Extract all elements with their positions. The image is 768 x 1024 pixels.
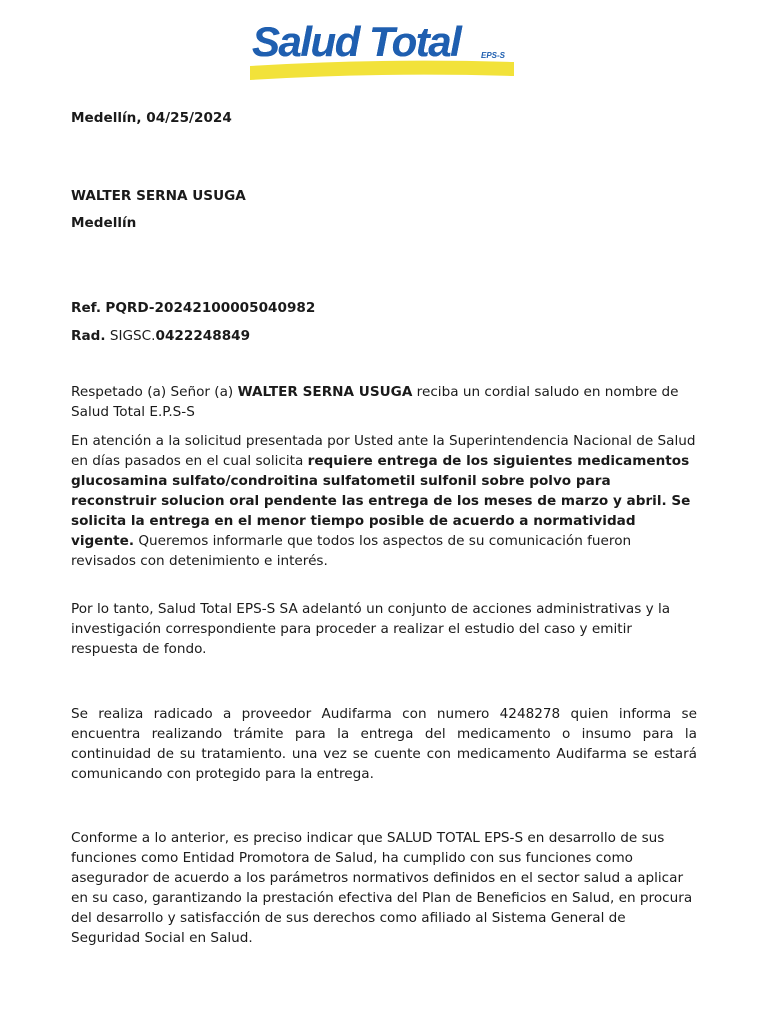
- recipient-name: WALTER SERNA USUGA: [71, 188, 246, 204]
- attention-paragraph: [71, 431, 697, 571]
- greeting-after: reciba un cordial saludo en nombre de Salud Total E.P.S-S: [71, 384, 679, 420]
- attention-after: Queremos informarle que todos los aspectos de su comunicación fueron revisados con detenimiento e interés.: [71, 533, 632, 569]
- attention-before: En atención a la solicitud presentada por Usted ante la Superintendencia Nacional de Salud en días pasados en el cual solicita: [71, 433, 696, 469]
- greeting-name: WALTER SERNA USUGA: [237, 384, 413, 400]
- salud-total-logo: [248, 14, 518, 84]
- greeting-paragraph: [71, 382, 697, 422]
- logo-suffix: EPS-S: [481, 51, 506, 60]
- reference-line: [71, 298, 315, 318]
- date-line: Medellín, 04/25/2024: [71, 110, 232, 126]
- rad-line: [71, 326, 250, 346]
- ref-label: Ref.: [71, 300, 102, 316]
- conclusion-paragraph: Conforme a lo anterior, es preciso indicar que SALUD TOTAL EPS-S en desarrollo de sus funciones como Entidad Promotora de Salud, ha cumplido con sus funciones como asegurador de acuerdo a los parámetros normativos definidos en el sector salud a aplicar en su caso, garantizando la prestación efectiva del Plan de Beneficios en Salud, en procura del desarrollo y satisfacción de sus derechos como afiliado al Sistema General de Seguridad Social en Salud.: [71, 830, 693, 946]
- provider-paragraph: Se realiza radicado a proveedor Audifarma con numero 4248278 quien informa se encuentra realizando trámite para la entrega del medicamento o insumo para la continuidad de su tratamiento. una vez se cuente con medicamento Audifarma se estará comunicando con protegido para la entrega.: [71, 706, 697, 782]
- rad-label: Rad.: [71, 328, 106, 344]
- ref-value: PQRD-20242100005040982: [105, 300, 316, 316]
- recipient-city: Medellín: [71, 215, 137, 231]
- logo-wordmark: Salud Total: [252, 18, 461, 65]
- rad-number: 0422248849: [155, 328, 251, 344]
- attention-request: requiere entrega de los siguientes medicamentos glucosamina sulfato/condroitina sulfatometil sulfonil sobre polvo para reconstruir solucion oral pendente las entrega de los meses de marzo y abril. Se solicita la entrega en el menor tiempo posible de acuerdo a normatividad vigente.: [71, 453, 691, 549]
- greeting-before: Respetado (a) Señor (a): [71, 384, 238, 400]
- rad-prefix: SIGSC.: [109, 328, 156, 344]
- actions-paragraph: Por lo tanto, Salud Total EPS-S SA adelantó un conjunto de acciones administrativas y la investigación correspondiente para proceder a realizar el estudio del caso y emitir respuesta de fondo.: [71, 601, 671, 657]
